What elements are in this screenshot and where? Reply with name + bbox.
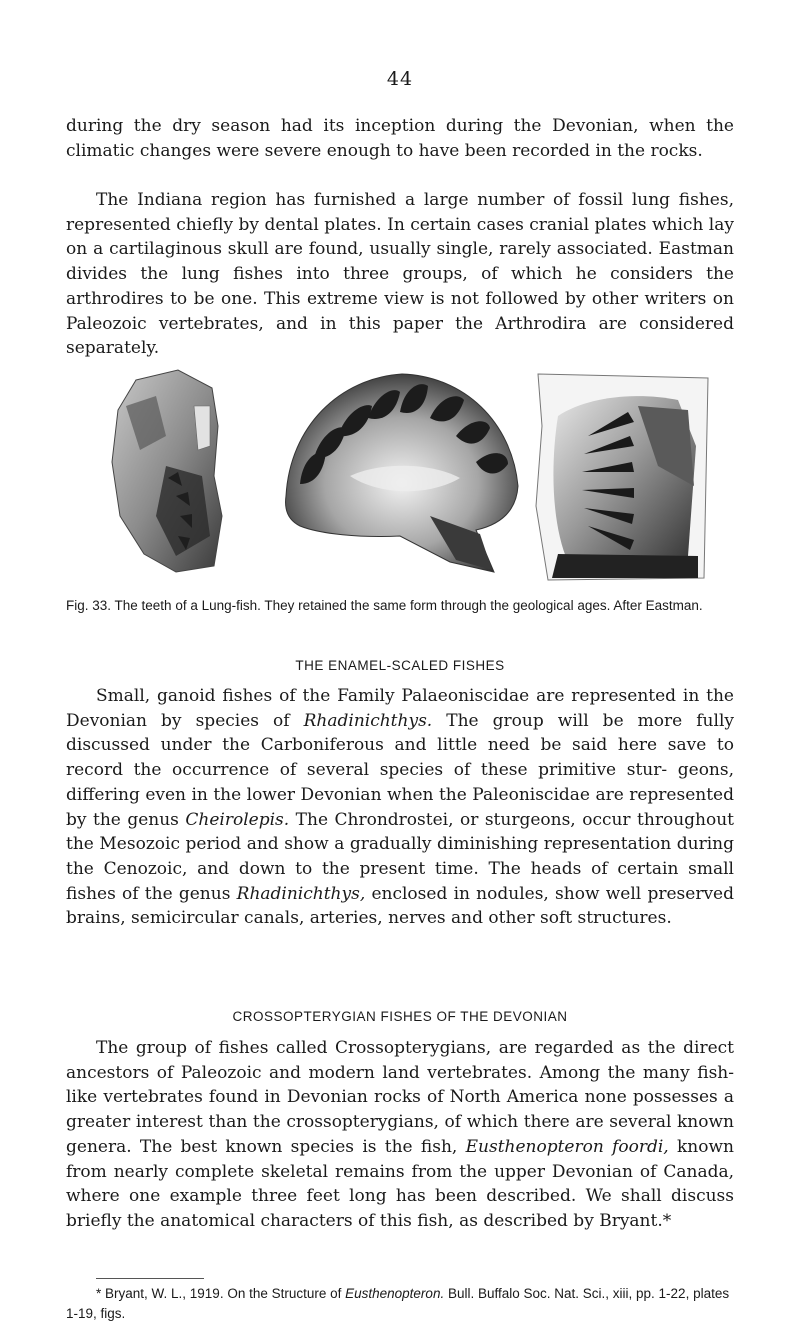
paragraph-enamel-scaled-fishes: Small, ganoid fishes of the Family Palaeoniscidae are represented in the Devonian by species of Rhadinichthys. The group will be more fully discussed under the Carboniferous and little need be said here save to record the occurrence of several species of these primitive stur- geons, differing even in the lower Devonian when the Paleoniscidae are represented by the genus Cheirolepis. The Chrondrostei, or sturgeons, occur throughout the Mesozoic period and show a gradually diminishing representation during the Cenozoic, and down to the present time. The heads of certain small fishes of the genus Rhadinichthys, enclosed in nodules, show well preserved brains, semicircular canals, arteries, nerves and other soft structures.	[66, 686, 734, 929]
page-number: 44	[386, 68, 414, 90]
section-heading-enamel-scaled-fishes: THE ENAMEL-SCALED FISHES	[295, 658, 505, 673]
figure-lungfish-teeth	[92, 366, 712, 582]
figure-caption: Fig. 33. The teeth of a Lung-fish. They retained the same form through the geological ages. After Eastman.	[66, 598, 703, 613]
taxon-rhadinichthys: Rhadinichthys.	[303, 710, 433, 731]
section-heading-crossopterygian-fishes: CROSSOPTERYGIAN FISHES OF THE DEVONIAN	[232, 1009, 568, 1024]
footnote-divider	[96, 1278, 204, 1279]
taxon-eusthenopteron-foordi: Eusthenopteron foordi,	[465, 1136, 669, 1157]
paragraph-continued: during the dry season had its inception during the Devonian, when the climatic changes were severe enough to have been recorded in the rocks.	[66, 116, 734, 161]
fossil-tooth-plate-middle	[280, 366, 526, 576]
taxon-rhadinichthys-2: Rhadinichthys,	[236, 883, 366, 904]
footnote-bryant: * Bryant, W. L., 1919. On the Structure of Eusthenopteron. Bull. Buffalo Soc. Nat. Sci., xiii, pp. 1-22, plates 1-19, figs.	[66, 1286, 730, 1321]
paragraph-lung-fishes: The Indiana region has furnished a large number of fossil lung fishes, represented chiefly by dental plates. In certain cases cranial plates which lay on a cartilaginous skull are found, usually single, rarely associated. Eastman divides the lung fishes into three groups, of which he considers the arthrodires to be one. This extreme view is not followed by other writers on Paleozoic vertebrates, and in this paper the Arthrodira are considered separately.	[66, 190, 734, 359]
footnote-taxon-eusthenopteron: Eusthenopteron.	[345, 1286, 445, 1301]
taxon-cheirolepis: Cheirolepis.	[185, 809, 290, 830]
paragraph-crossopterygians: The group of fishes called Crossopterygians, are regarded as the direct ancestors of Paleozoic and modern land vertebrates. Among the many fish-like vertebrates found in Devonian rocks of North America none possesses a greater interest than the crossopterygians, of which there are several known genera. The best known species is the fish, Eusthenopteron foordi, known from nearly complete skeletal remains from the upper Devonian of Canada, where one example three feet long has been described. We shall discuss briefly the anatomical characters of this fish, as described by Bryant.*	[66, 1038, 734, 1231]
fossil-tooth-plate-left	[106, 366, 226, 574]
fossil-tooth-plate-right	[528, 366, 716, 582]
